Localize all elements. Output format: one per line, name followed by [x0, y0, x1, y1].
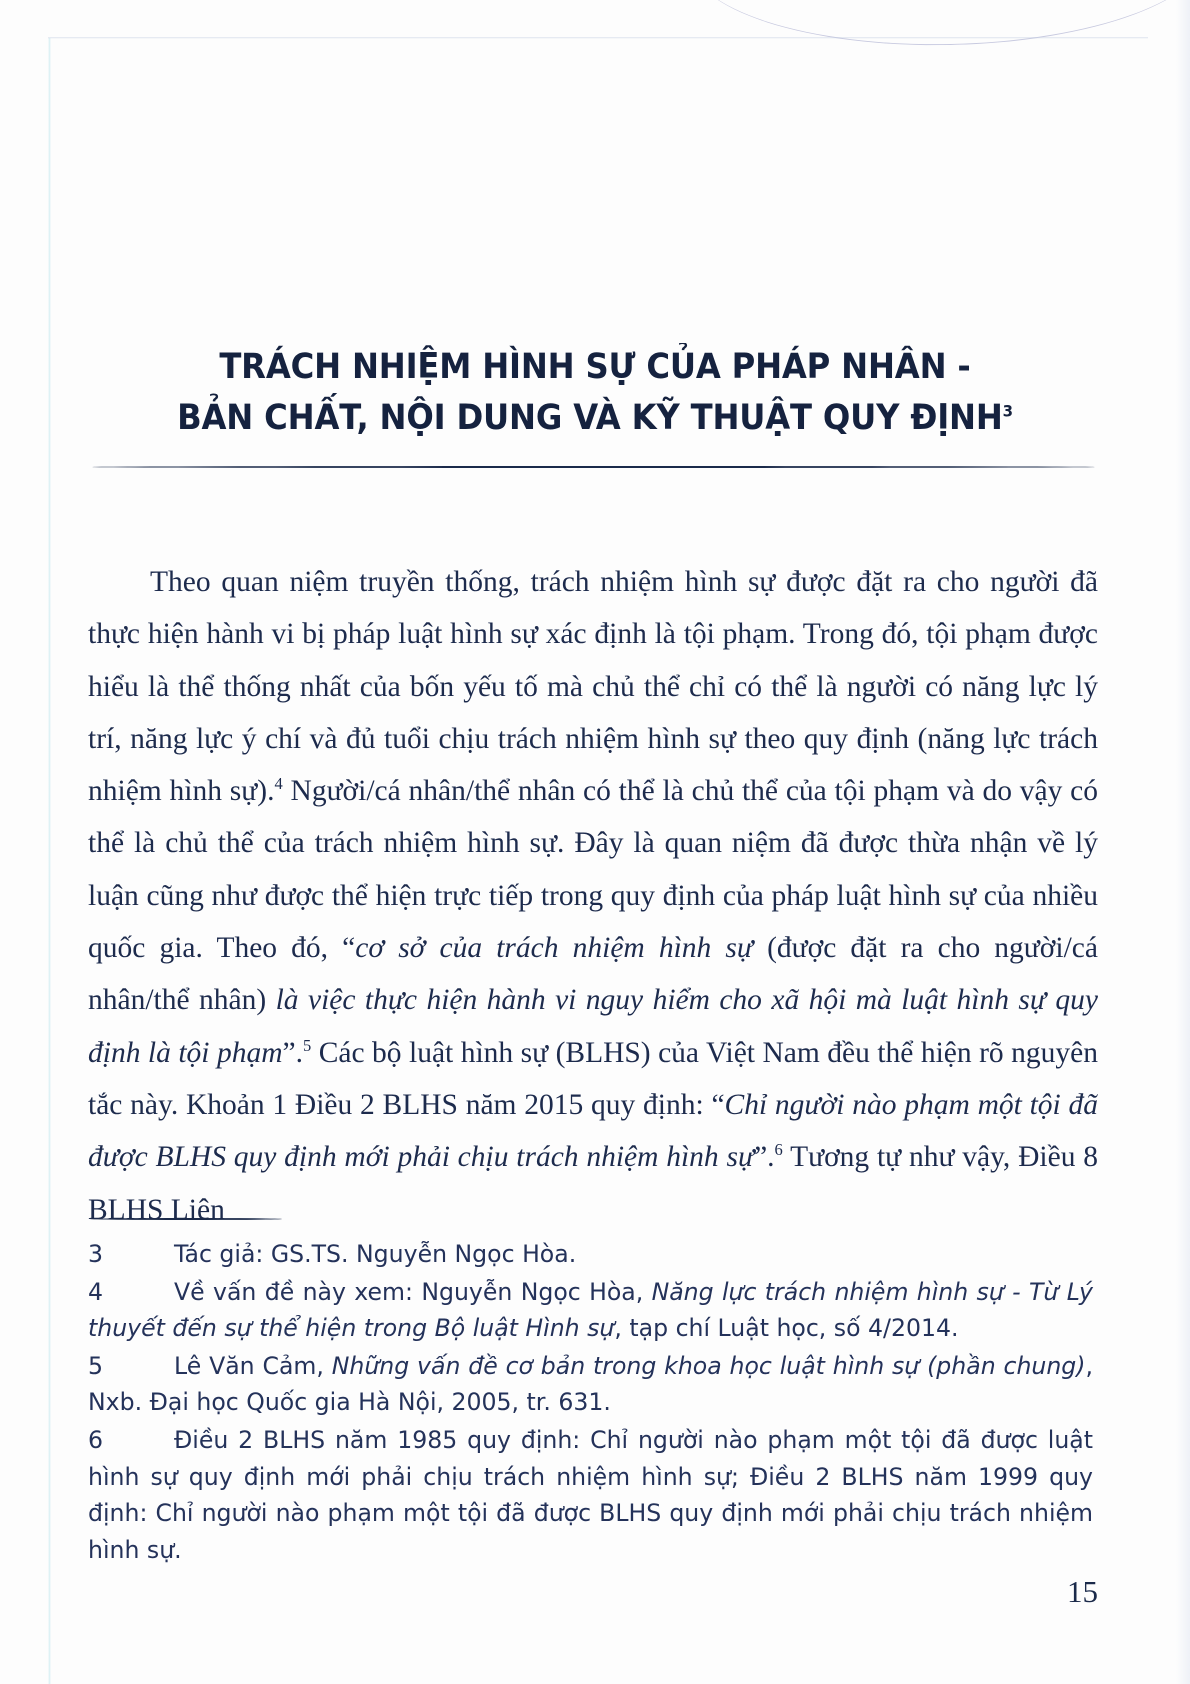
footnote-number: 5	[88, 1351, 104, 1380]
footnote-number: 6	[88, 1425, 104, 1454]
body-segment-1: Theo quan niệm truyền thống, trách nhiệm hình sự được đặt ra cho người đã thực hiện hành vi bị pháp luật hình sự xác định là tội phạm. Trong đó, tội phạm được hiểu là thể thống nhất của bốn yếu tố mà chủ thể chỉ có thể là người có năng lực lý trí, năng lực ý chí và đủ tuổi chịu trách nhiệm hình sự theo quy định (năng lực trách nhiệm hình sự).	[88, 566, 1098, 808]
body-segment-2: Người/cá nhân/thể nhân có thể là chủ thể của tội phạm và do vậy có thể là chủ thể của trách nhiệm hình sự. Đây là quan niệm đã được thừa nhận về lý luận cũng như được thể hiện trực tiếp trong quy định của pháp luật hình sự của nhiều quốc gia. Theo đó, “	[88, 775, 1098, 965]
body-segment-6: ”.	[754, 1141, 775, 1174]
footnote-divider-rule	[90, 1218, 282, 1220]
body-paragraph-1	[88, 556, 1098, 1236]
footnote-text-tail: , Nxb. Đại học Quốc gia Hà Nội, 2005, tr. 631.	[88, 1351, 1093, 1417]
body-italic-quote-2: là việc thực hiện hành vi nguy hiểm cho xã hội mà luật hình sự quy định là tội phạm	[88, 984, 1098, 1069]
footnote-text: Tác giả: GS.TS. Nguyễn Ngọc Hòa.	[174, 1240, 577, 1268]
footnote-item	[88, 1274, 1093, 1347]
footnote-text-tail: , tạp chí Luật học, số 4/2014.	[614, 1314, 959, 1343]
body-footnote-marker-6: 6	[774, 1140, 783, 1160]
footnote-item	[88, 1348, 1093, 1421]
body-text-region	[88, 556, 1098, 1236]
body-segment-7: Tương tự như vậy, Điều 8 BLHS Liên	[88, 1141, 1098, 1226]
scan-right-edge-artifact	[1176, 0, 1190, 1684]
footnote-text: Về vấn đề này xem: Nguyễn Ngọc Hòa,	[174, 1277, 652, 1306]
scan-curve-artifact	[689, 0, 1190, 50]
footnote-number: 3	[88, 1240, 104, 1268]
body-segment-5: Các bộ luật hình sự (BLHS) của Việt Nam đều thể hiện rõ nguyên tắc này. Khoản 1 Điều 2 BLHS năm 2015 quy định: “	[88, 1036, 1098, 1121]
body-italic-quote-1: cơ sở của trách nhiệm hình sự	[355, 932, 753, 965]
page-title-line-2: BẢN CHẤT, NỘI DUNG VÀ KỸ THUẬT QUY ĐỊNH	[177, 398, 1003, 438]
scan-top-edge-artifact	[48, 37, 1148, 39]
footnote-item	[88, 1236, 1093, 1273]
footnote-italic: Năng lực trách nhiệm hình sự - Từ Lý thuyết đến sự thể hiện trong Bộ luật Hình sự	[88, 1277, 1093, 1343]
footnote-text: Điều 2 BLHS năm 1985 quy định: Chỉ người nào phạm một tội đã được luật hình sự quy định mới phải chịu trách nhiệm hình sự; Điều 2 BLHS năm 1999 quy định: Chỉ người nào phạm một tội đã được BLHS quy định mới phải chịu trách nhiệm hình sự.	[88, 1425, 1093, 1564]
page-title-line-1: TRÁCH NHIỆM HÌNH SỰ CỦA PHÁP NHÂN -	[219, 347, 971, 387]
footnote-item	[88, 1422, 1093, 1568]
page-number: 15	[1067, 1574, 1098, 1609]
body-footnote-marker-5: 5	[302, 1035, 312, 1055]
footnote-number: 4	[88, 1277, 104, 1306]
scan-left-edge-artifact	[48, 38, 51, 1684]
title-divider-rule	[92, 466, 1095, 468]
footnotes-region	[88, 1236, 1093, 1569]
footnote-italic: Những vấn đề cơ bản trong khoa học luật hình sự (phần chung)	[331, 1351, 1086, 1380]
body-italic-quote-3: Chỉ người nào phạm một tội đã được BLHS quy định mới phải chịu trách nhiệm hình sự	[88, 1088, 1098, 1174]
page-title-block	[95, 342, 1095, 444]
title-footnote-marker: 3	[1002, 401, 1013, 421]
page-title-line-2-wrapper	[128, 393, 1063, 444]
body-footnote-marker-4: 4	[274, 774, 283, 794]
footnote-text: Lê Văn Cảm,	[174, 1351, 332, 1380]
page-title	[95, 342, 1095, 444]
body-segment-4: ”.	[282, 1036, 303, 1069]
body-segment-3: (được đặt ra cho người/cá nhân/thể nhân)	[88, 932, 1098, 1017]
